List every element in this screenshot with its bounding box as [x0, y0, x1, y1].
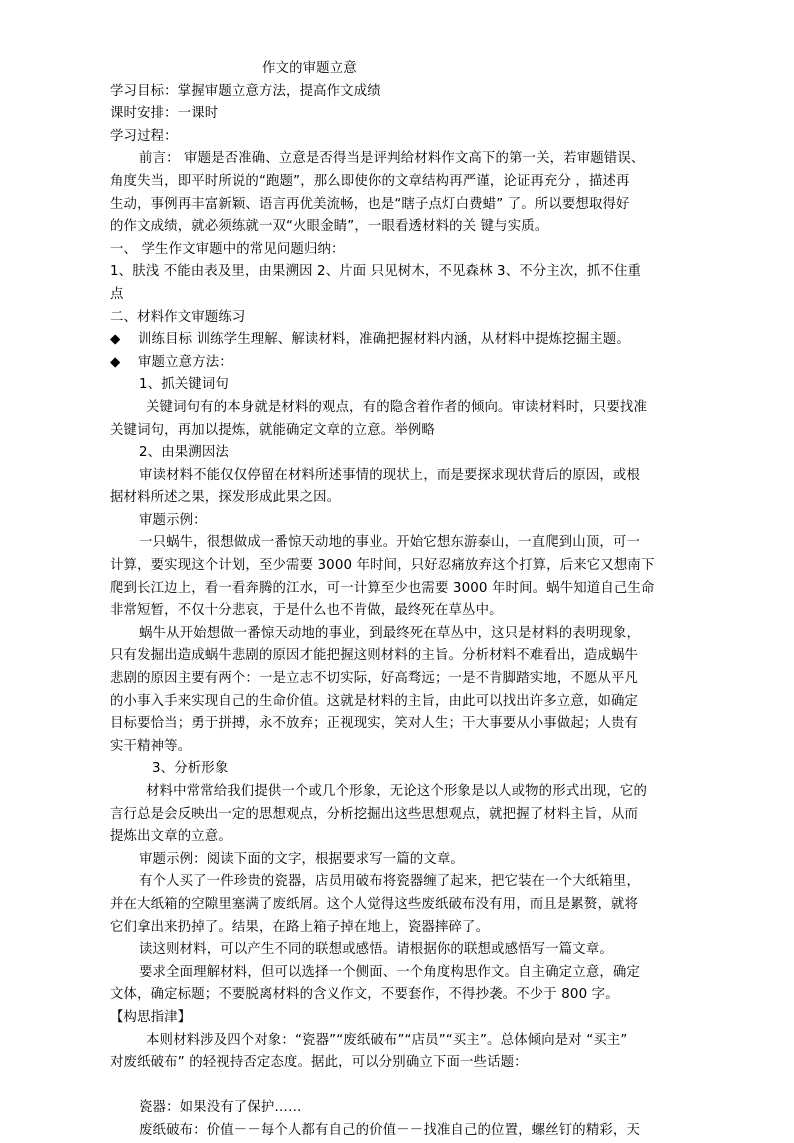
text-line — [110, 103, 690, 126]
line-text: 关键词句有的本身就是材料的观点，有的隐含着作者的倾向。审读材料时，只要找准 — [146, 399, 648, 415]
blank-line — [110, 1075, 690, 1098]
text-line — [110, 758, 690, 781]
text-line — [110, 374, 690, 397]
line-text: 点 — [110, 286, 124, 302]
text-line — [110, 284, 690, 307]
text-line — [110, 148, 690, 171]
line-text: 【构思指津】 — [110, 1009, 192, 1025]
text-line — [110, 420, 690, 443]
line-text: 前言： 审题是否准确、立意是否得当是评判给材料作文高下的第一关，若审题错误、 — [139, 151, 645, 167]
text-line — [110, 1097, 690, 1120]
line-text: 审题示例：阅读下面的文字，根据要求写一篇的文章。 — [139, 851, 464, 867]
text-line — [110, 352, 690, 375]
line-text: 的作文成绩，就必须练就一双“火眼金睛”，一眼看透材料的关 键与实质。 — [110, 219, 549, 235]
text-line — [110, 397, 690, 420]
line-text: 审读材料不能仅仅停留在材料所述事情的现状上，而是要探求现状背后的原因，或根 — [139, 467, 641, 483]
line-text: 言行总是会反映出一定的思想观点，分析挖掘出这些思想观点，就把握了材料主旨，从而 — [110, 806, 639, 822]
text-line — [110, 600, 690, 623]
line-text: 一只蜗牛，很想做成一番惊天动地的事业。开始它想东游泰山，一直爬到山顶，可一 — [139, 535, 641, 551]
line-text: 读这则材料，可以产生不同的联想或感悟。请根据你的联想或感悟写一篇文章。 — [139, 942, 613, 958]
line-text: 蜗牛从开始想做一番惊天动地的事业，到最终死在草丛中，这只是材料的表明现象， — [139, 625, 641, 641]
line-text: 对废纸破布” 的轻视持否定态度。据此，可以分别确立下面一些话题： — [110, 1055, 528, 1071]
text-line — [110, 645, 690, 668]
line-text: 1、抓关键词句 — [139, 377, 229, 393]
line-text: 材料中常常给我们提供一个或几个形象，无论这个形象是以人或物的形式出现，它的 — [146, 784, 648, 799]
line-text: 训练目标 训练学生理解、解读材料，准确把握材料内涵，从材料中提炼挖掘主题。 — [138, 332, 630, 348]
text-line — [110, 329, 690, 352]
text-line — [110, 1007, 690, 1030]
line-text: 本则材料涉及四个对象：“瓷器”“废纸破布”“店员”“买主”。总体倾向是对 “买主” — [146, 1032, 628, 1048]
text-line — [110, 81, 690, 104]
bullet-diamond-icon: ◆ — [110, 354, 121, 370]
line-text: 计算，要实现这个计划，至少需要 3000 年时间，只好忍痛放弃这个打算，后来它又想南下 — [110, 558, 655, 574]
line-text: 关键词句，再加以提炼，就能确定文章的立意。举例略 — [110, 422, 435, 438]
text-line — [110, 668, 690, 691]
text-line — [110, 307, 690, 330]
line-text: 提炼出文章的立意。 — [110, 829, 232, 845]
text-line — [110, 984, 690, 1007]
text-line — [110, 894, 690, 917]
line-text: 审题立意方法： — [138, 354, 233, 370]
text-line — [110, 487, 690, 510]
text-line — [110, 871, 690, 894]
text-line — [110, 126, 690, 149]
text-line — [110, 736, 690, 759]
line-text: 并在大纸箱的空隙里塞满了废纸屑。这个人觉得这些废纸破布没有用，而且是累赘，就将 — [110, 896, 639, 912]
text-line — [110, 917, 690, 940]
line-text: 二、材料作文审题练习 — [110, 309, 246, 325]
text-line — [110, 826, 690, 849]
line-text: 的小事入手来实现自己的生命价值。这就是材料的主旨，由此可以找出许多立意，如确定 — [110, 693, 639, 709]
line-text: 爬到长江边上，看一看奔腾的江水，可一计算至少也需要 3000 年时间。蜗牛知道自己生命 — [110, 580, 655, 596]
line-text: 只有发掘出造成蜗牛悲剧的原因才能把握这则材料的主旨。分析材料不难看出，造成蜗牛 — [110, 648, 639, 664]
line-text: 3、分析形象 — [152, 761, 229, 777]
line-text: 课时安排：一课时 — [110, 106, 219, 122]
text-line — [110, 713, 690, 736]
page-title — [110, 58, 690, 81]
text-line — [110, 939, 690, 962]
text-line — [110, 555, 690, 578]
line-text: 2、由果溯因法 — [139, 445, 229, 461]
text-line — [110, 578, 690, 601]
text-line — [110, 239, 690, 262]
text-line — [110, 194, 690, 217]
line-text: 非常短暂，不仅十分悲哀，于是什么也不肯做，最终死在草丛中。 — [110, 603, 503, 619]
text-line — [110, 442, 690, 465]
text-line — [110, 962, 690, 985]
line-text: 文体，确定标题；不要脱离材料的含义作文，不要套作，不得抄袭。不少于 800 字。 — [110, 987, 619, 1003]
line-text: 作文的审题立意 — [262, 61, 357, 76]
text-line — [110, 781, 690, 804]
bullet-diamond-icon: ◆ — [110, 332, 121, 348]
text-line — [110, 510, 690, 533]
text-line — [110, 261, 690, 284]
line-text: 学习过程： — [110, 128, 178, 144]
text-line — [110, 171, 690, 194]
line-text: 审题示例： — [139, 512, 207, 528]
line-text: 有个人买了一件珍贵的瓷器，店员用破布将瓷器缠了起来，把它装在一个大纸箱里， — [139, 874, 641, 890]
line-text: 生动，事例再丰富新颖、语言再优美流畅，也是“瞎子点灯白费蜡” 了。所以要想取得好 — [110, 196, 630, 212]
line-text: 它们拿出来扔掉了。结果，在路上箱子掉在地上，瓷器摔碎了。 — [110, 919, 490, 935]
text-line — [110, 849, 690, 872]
text-line — [110, 691, 690, 714]
text-line — [110, 1052, 690, 1075]
text-line — [110, 216, 690, 239]
line-text: 目标要恰当；勇于拼搏，永不放弃；正视现实，笑对人生；干大事要从小事做起；人贵有 — [110, 716, 639, 732]
line-text: 实干精神等。 — [110, 738, 192, 754]
text-line — [110, 1030, 690, 1053]
text-line — [110, 1120, 690, 1143]
line-text: 角度失当，即平时所说的“跑题”，那么即使你的文章结构再严谨，论证再充分 ，描述再 — [110, 173, 630, 189]
line-text: 瓷器：如果没有了保护…… — [139, 1100, 302, 1116]
line-text: 一、 学生作文审题中的常见问题归纳： — [110, 241, 345, 257]
text-line — [110, 532, 690, 555]
line-text: 悲剧的原因主要有两个：一是立志不切实际，好高骛远；一是不肯脚踏实地，不愿从平凡 — [110, 671, 639, 687]
line-text: 学习目标：掌握审题立意方法，提高作文成绩 — [110, 83, 381, 99]
line-text: 废纸破布：价值－－每个人都有自己的价值－－找准自己的位置，螺丝钉的精彩，天 — [139, 1122, 641, 1138]
line-text: 据材料所述之果，探发形成此果之因。 — [110, 490, 341, 506]
document-body — [110, 58, 690, 1143]
line-text: 1、肤浅 不能由表及里，由果溯因 2、片面 只见树木，不见森林 3、不分主次，抓不住重 — [110, 264, 642, 280]
text-line — [110, 623, 690, 646]
line-text: 要求全面理解材料，但可以选择一个侧面、一个角度构思作文。自主确定立意，确定 — [139, 964, 641, 980]
text-line — [110, 465, 690, 488]
text-line — [110, 804, 690, 827]
